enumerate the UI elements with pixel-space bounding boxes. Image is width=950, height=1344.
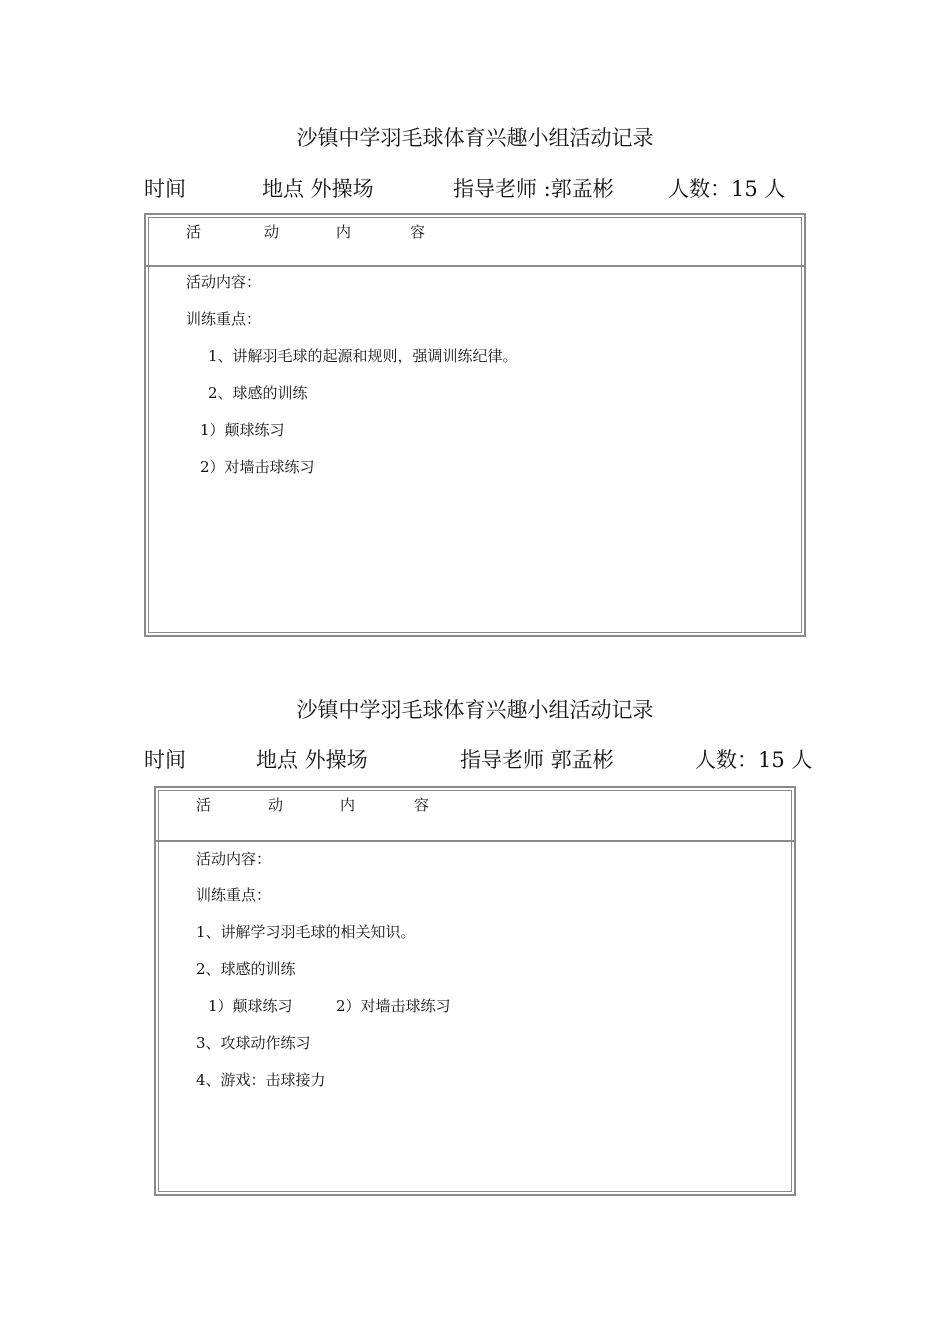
content-line: 4、游戏：击球接力 [196, 1071, 326, 1089]
content-line: 1）颠球练习 [200, 421, 285, 439]
content-line: 2）对墙击球练习 [336, 997, 451, 1015]
header-char: 容 [410, 223, 426, 241]
content-line: 活动内容： [196, 850, 272, 868]
content-line: 1、讲解羽毛球的起源和规则，强调训练纪律。 [208, 347, 518, 365]
table-header [186, 221, 425, 242]
content-line: 3、攻球动作练习 [196, 1034, 311, 1052]
header-char: 内 [340, 796, 356, 814]
table-header [196, 794, 429, 815]
activity-table [144, 213, 806, 637]
teacher-label: 指导老师 郭孟彬 [460, 748, 614, 772]
count-label: 人数：15 人 [695, 748, 813, 772]
header-char: 容 [414, 796, 430, 814]
header-char: 动 [268, 796, 284, 814]
teacher-label: 指导老师 :郭孟彬 [453, 177, 614, 201]
header-char: 活 [196, 796, 212, 814]
header-char: 内 [336, 223, 352, 241]
header-char: 动 [264, 223, 280, 241]
place-label: 地点 外操场 [262, 177, 374, 201]
content-line: 2、球感的训练 [208, 384, 308, 402]
content-line: 2、球感的训练 [196, 960, 296, 978]
activity-table [154, 786, 796, 1196]
record-title: 沙镇中学羽毛球体育兴趣小组活动记录 [296, 698, 654, 722]
content-line: 1）颠球练习 [208, 997, 293, 1015]
place-label: 地点 外操场 [256, 748, 368, 772]
count-label: 人数：15 人 [668, 177, 786, 201]
time-label: 时间 [144, 748, 186, 772]
time-label: 时间 [144, 177, 186, 201]
content-line: 2）对墙击球练习 [200, 458, 315, 476]
content-line: 1、讲解学习羽毛球的相关知识。 [196, 923, 416, 941]
content-line: 活动内容： [186, 273, 262, 291]
header-char: 活 [186, 223, 202, 241]
content-line: 训练重点： [196, 886, 272, 904]
record-title: 沙镇中学羽毛球体育兴趣小组活动记录 [296, 126, 654, 150]
content-line: 训练重点： [186, 310, 262, 328]
